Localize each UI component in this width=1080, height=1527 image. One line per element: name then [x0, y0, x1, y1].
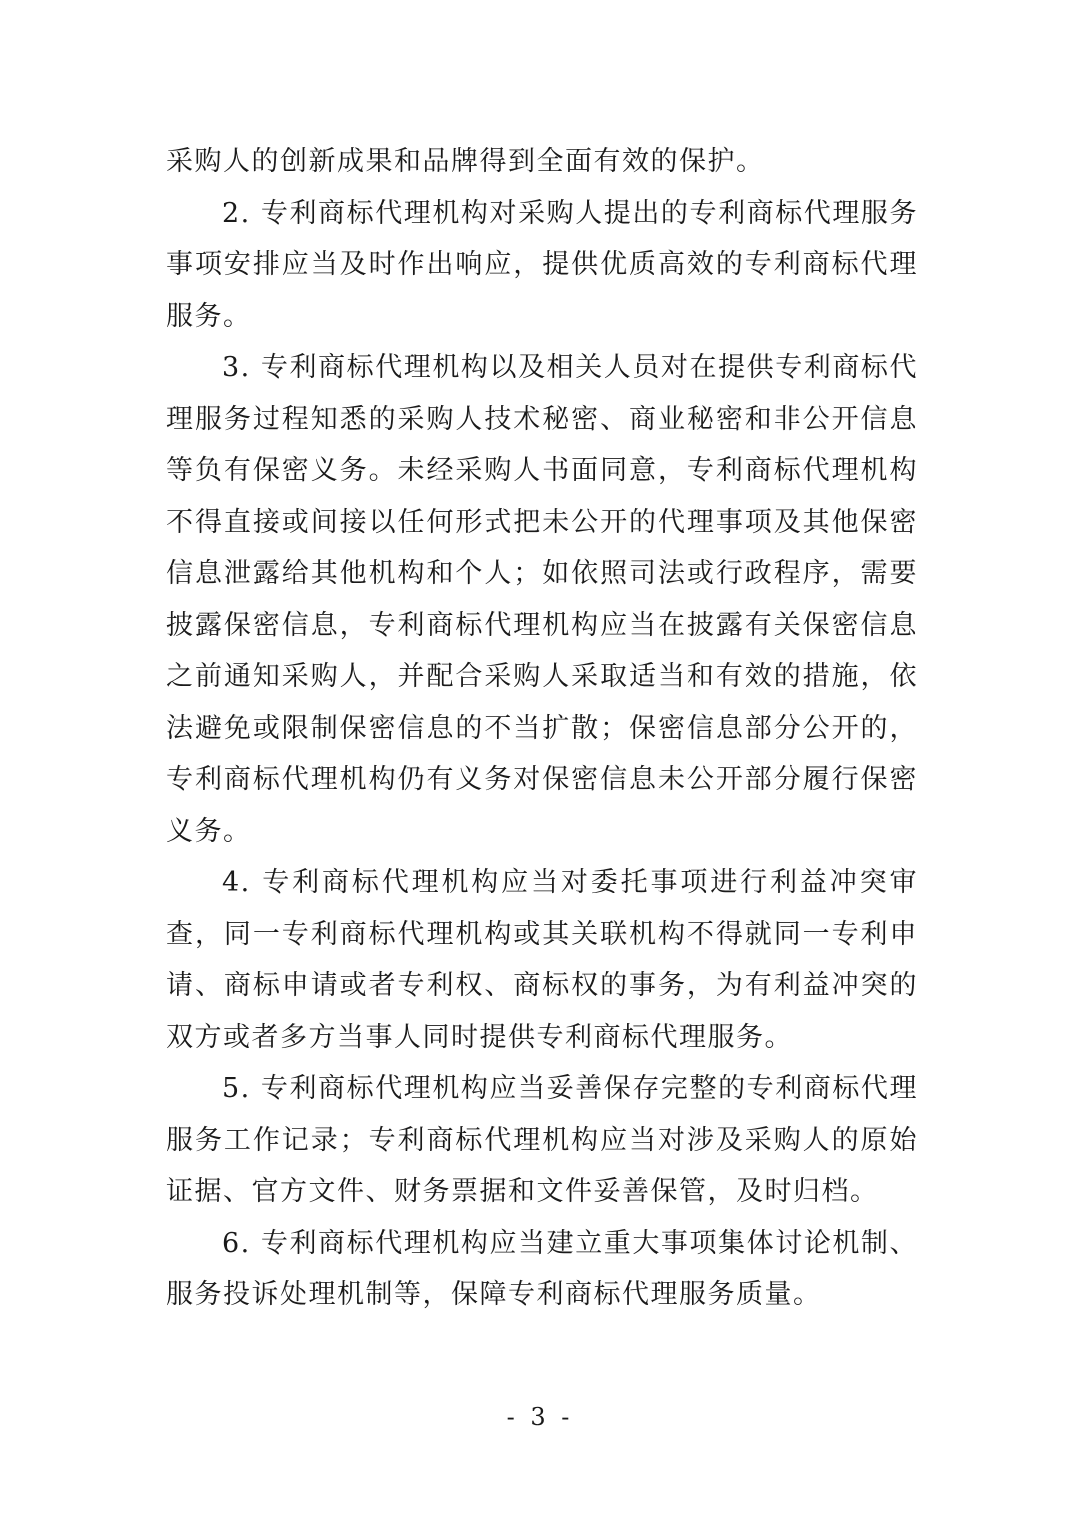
- paragraph-item-3: 3. 专利商标代理机构以及相关人员对在提供专利商标代理服务过程知悉的采购人技术秘密、商业秘密和非公开信息等负有保密义务。未经采购人书面同意，专利商标代理机构不得直接或间接以任何形式把未公开的代理事项及其他保密信息泄露给其他机构和个人；如依照司法或行政程序，需要披露保密信息，专利商标代理机构应当在披露有关保密信息之前通知采购人，并配合采购人采取适当和有效的措施，依法避免或限制保密信息的不当扩散；保密信息部分公开的，专利商标代理机构仍有义务对保密信息未公开部分履行保密义务。: [166, 352, 918, 847]
- document-body: [166, 136, 918, 1321]
- paragraph-item-2: 2. 专利商标代理机构对采购人提出的专利商标代理服务事项安排应当及时作出响应，提供优质高效的专利商标代理服务。: [166, 197, 918, 332]
- paragraph-item-6: 6. 专利商标代理机构应当建立重大事项集体讨论机制、服务投诉处理机制等，保障专利商标代理服务质量。: [166, 1227, 918, 1310]
- paragraph-item-5: 5. 专利商标代理机构应当妥善保存完整的专利商标代理服务工作记录；专利商标代理机构应当对涉及采购人的原始证据、官方文件、财务票据和文件妥善保管，及时归档。: [166, 1073, 918, 1207]
- page-number: - 3 -: [506, 1403, 574, 1431]
- paragraph-continuation: 采购人的创新成果和品牌得到全面有效的保护。: [166, 146, 765, 177]
- paragraph-item-4: 4. 专利商标代理机构应当对委托事项进行利益冲突审查，同一专利商标代理机构或其关联机构不得就同一专利申请、商标申请或者专利权、商标权的事务，为有利益冲突的双方或者多方当事人同时提供专利商标代理服务。: [166, 867, 918, 1053]
